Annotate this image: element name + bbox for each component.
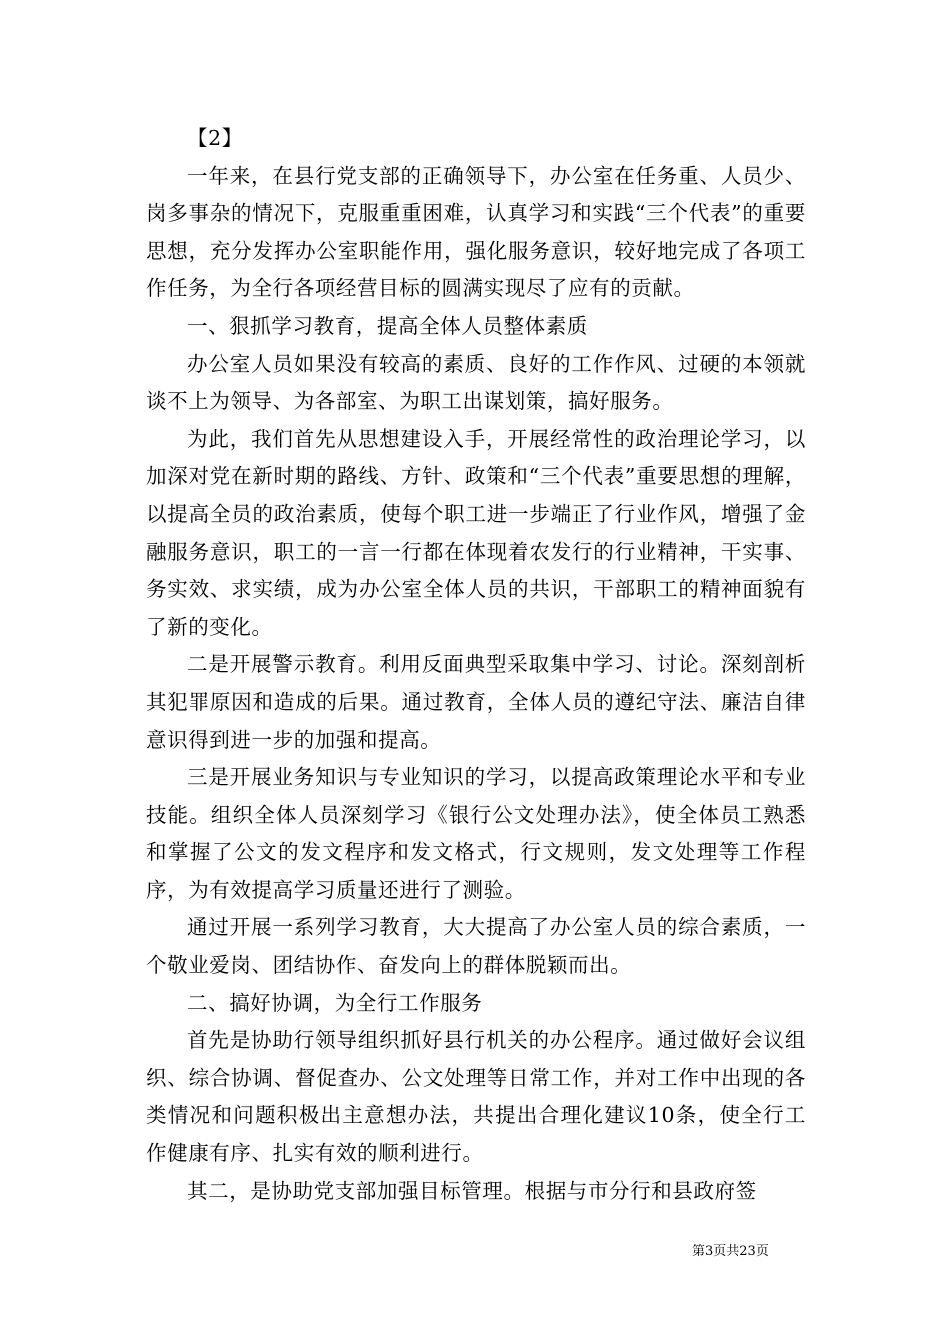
page-footer: [692, 1244, 769, 1260]
section-heading: 一、狠抓学习教育，提高全体人员整体素质: [187, 313, 588, 338]
section-marker: 【2】: [187, 126, 243, 150]
page-number-label: 第3页共23页: [692, 1244, 769, 1259]
body-paragraph: 一年来，在县行党支部的正确领导下，办公室在任务重、人员少、岗多事杂的情况下，克服重重困难，认真学习和实践“三个代表”的重要思想，充分发挥办公室职能作用，强化服务意识，较好地完成了各项工作任务，为全行各项经营目标的圆满实现尽了应有的贡献。: [146, 163, 806, 301]
body-paragraph: 通过开展一系列学习教育，大大提高了办公室人员的综合素质，一个敬业爱岗、团结协作、奋发向上的群体脱颖而出。: [146, 915, 806, 978]
body-paragraph: 三是开展业务知识与专业知识的学习，以提高政策理论水平和专业技能。组织全体人员深刻学习《银行公文处理办法》，使全体员工熟悉和掌握了公文的发文程序和发文格式，行文规则，发文处理等工作程序，为有效提高学习质量还进行了测验。: [146, 765, 806, 902]
body-paragraph: 为此，我们首先从思想建设入手，开展经常性的政治理论学习，以加深对党在新时期的路线、方针、政策和“三个代表”重要思想的理解，以提高全员的政治素质，使每个职工进一步端正了行业作风，增强了金融服务意识，职工的一言一行都在体现着农发行的行业精神，干实事、务实效、求实绩，成为办公室全体人员的共识，干部职工的精神面貌有了新的变化。: [146, 426, 806, 639]
section-heading: 二、搞好协调，为全行工作服务: [187, 990, 483, 1015]
body-paragraph: 办公室人员如果没有较高的素质、良好的工作作风、过硬的本领就谈不上为领导、为各部室、为职工出谋划策，搞好服务。: [146, 351, 806, 414]
document-body: [146, 120, 806, 1210]
body-paragraph: 其二，是协助党支部加强目标管理。根据与市分行和县政府签: [187, 1178, 757, 1203]
body-paragraph: 首先是协助行领导组织抓好县行机关的办公程序。通过做好会议组织、综合协调、督促查办、公文处理等日常工作，并对工作中出现的各类情况和问题积极出主意想办法，共提出合理化建议10条，使全行工作健康有序、扎实有效的顺利进行。: [146, 1028, 806, 1166]
body-paragraph: 二是开展警示教育。利用反面典型采取集中学习、讨论。深刻剖析其犯罪原因和造成的后果。通过教育，全体人员的遵纪守法、廉洁自律意识得到进一步的加强和提高。: [146, 652, 806, 752]
